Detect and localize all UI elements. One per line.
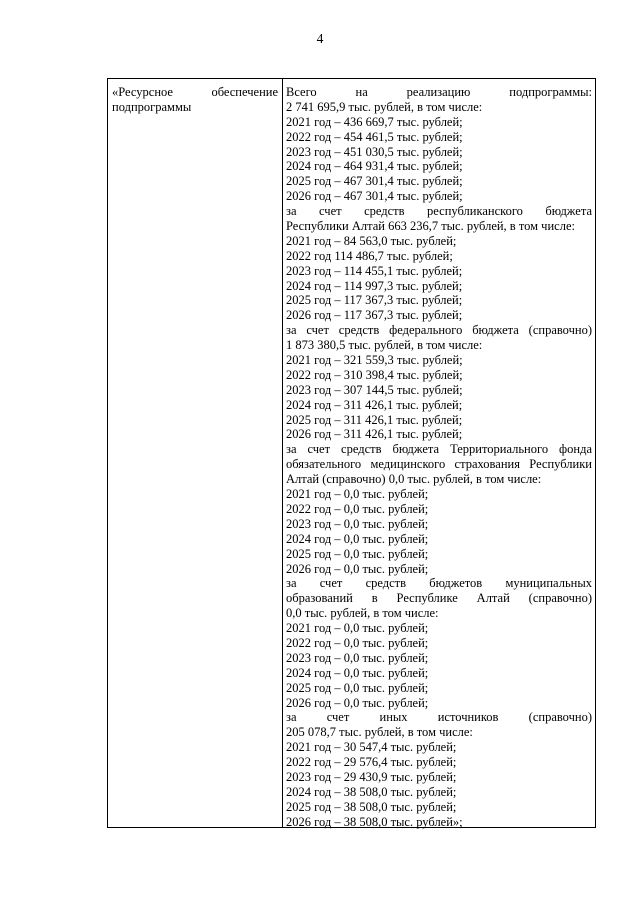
- content-line: 2025 год – 38 508,0 тыс. рублей;: [286, 799, 457, 814]
- content-line: 2023 год – 451 030,5 тыс. рублей;: [286, 144, 463, 159]
- row-label-line: «Ресурсное обеспечение: [112, 85, 278, 99]
- content-line: 2026 год – 467 301,4 тыс. рублей;: [286, 189, 463, 204]
- content-line: 2021 год – 30 547,4 тыс. рублей;: [286, 740, 457, 755]
- content-line: 2026 год – 0,0 тыс. рублей;: [286, 695, 429, 710]
- content-line: 2026 год – 38 508,0 тыс. рублей»;: [286, 814, 463, 829]
- content-line: 2021 год – 0,0 тыс. рублей;: [286, 621, 429, 636]
- content-line: 2024 год – 464 931,4 тыс. рублей;: [286, 159, 463, 174]
- content-line: обязательного медицинского страхования Республики: [286, 457, 592, 472]
- row-content-cell: [286, 85, 592, 830]
- content-line: 2025 год – 311 426,1 тыс. рублей;: [286, 412, 463, 427]
- content-line: 2021 год – 84 563,0 тыс. рублей;: [286, 233, 457, 248]
- content-line: 1 873 380,5 тыс. рублей, в том числе:: [286, 338, 483, 353]
- content-line: образований в Республике Алтай (справочно): [286, 591, 592, 606]
- content-line: 2023 год – 114 455,1 тыс. рублей;: [286, 263, 463, 278]
- content-line: 2022 год – 310 398,4 тыс. рублей;: [286, 367, 463, 382]
- content-line: за счет средств бюджета Территориального фонда: [286, 442, 592, 457]
- content-line: 2023 год – 0,0 тыс. рублей;: [286, 516, 429, 531]
- content-line: 2026 год – 117 367,3 тыс. рублей;: [286, 308, 463, 323]
- content-line: 2022 год 114 486,7 тыс. рублей;: [286, 248, 453, 263]
- content-line: 2025 год – 467 301,4 тыс. рублей;: [286, 174, 463, 189]
- content-line: 2021 год – 0,0 тыс. рублей;: [286, 487, 429, 502]
- content-line: 2024 год – 311 426,1 тыс. рублей;: [286, 397, 463, 412]
- content-line: за счет средств бюджетов муниципальных: [286, 576, 592, 591]
- content-line: 2021 год – 321 559,3 тыс. рублей;: [286, 353, 463, 368]
- content-line: 2023 год – 29 430,9 тыс. рублей;: [286, 769, 457, 784]
- content-line: 2026 год – 311 426,1 тыс. рублей;: [286, 427, 463, 442]
- content-line: Республики Алтай 663 236,7 тыс. рублей, в том числе:: [286, 219, 575, 234]
- content-line: Всего на реализацию подпрограммы:: [286, 85, 592, 99]
- content-line: 2024 год – 38 508,0 тыс. рублей;: [286, 784, 457, 799]
- content-line: 2024 год – 0,0 тыс. рублей;: [286, 665, 429, 680]
- content-line: 2025 год – 117 367,3 тыс. рублей;: [286, 293, 463, 308]
- content-line: 2025 год – 0,0 тыс. рублей;: [286, 680, 429, 695]
- content-line: 2023 год – 307 144,5 тыс. рублей;: [286, 382, 463, 397]
- content-line: 2022 год – 29 576,4 тыс. рублей;: [286, 755, 457, 770]
- row-label-line: подпрограммы: [112, 99, 192, 114]
- content-line: 2 741 695,9 тыс. рублей, в том числе:: [286, 99, 483, 114]
- content-line: за счет иных источников (справочно): [286, 710, 592, 725]
- content-line: 2022 год – 0,0 тыс. рублей;: [286, 501, 429, 516]
- content-line: за счет средств федерального бюджета (справочно): [286, 323, 592, 338]
- content-line: 2024 год – 114 997,3 тыс. рублей;: [286, 278, 463, 293]
- column-divider: [282, 79, 283, 827]
- content-line: за счет средств республиканского бюджета: [286, 204, 592, 219]
- content-line: 0,0 тыс. рублей, в том числе:: [286, 606, 439, 621]
- content-line: 2021 год – 436 669,7 тыс. рублей;: [286, 114, 463, 129]
- content-line: Алтай (справочно) 0,0 тыс. рублей, в том числе:: [286, 472, 542, 487]
- content-line: 2022 год – 454 461,5 тыс. рублей;: [286, 129, 463, 144]
- content-line: 2026 год – 0,0 тыс. рублей;: [286, 561, 429, 576]
- resource-table: [107, 78, 596, 828]
- content-line: 205 078,7 тыс. рублей, в том числе:: [286, 725, 473, 740]
- content-line: 2025 год – 0,0 тыс. рублей;: [286, 546, 429, 561]
- content-line: 2022 год – 0,0 тыс. рублей;: [286, 635, 429, 650]
- page-number: 4: [316, 31, 324, 46]
- row-label-cell: [112, 85, 278, 115]
- content-line: 2024 год – 0,0 тыс. рублей;: [286, 531, 429, 546]
- content-line: 2023 год – 0,0 тыс. рублей;: [286, 650, 429, 665]
